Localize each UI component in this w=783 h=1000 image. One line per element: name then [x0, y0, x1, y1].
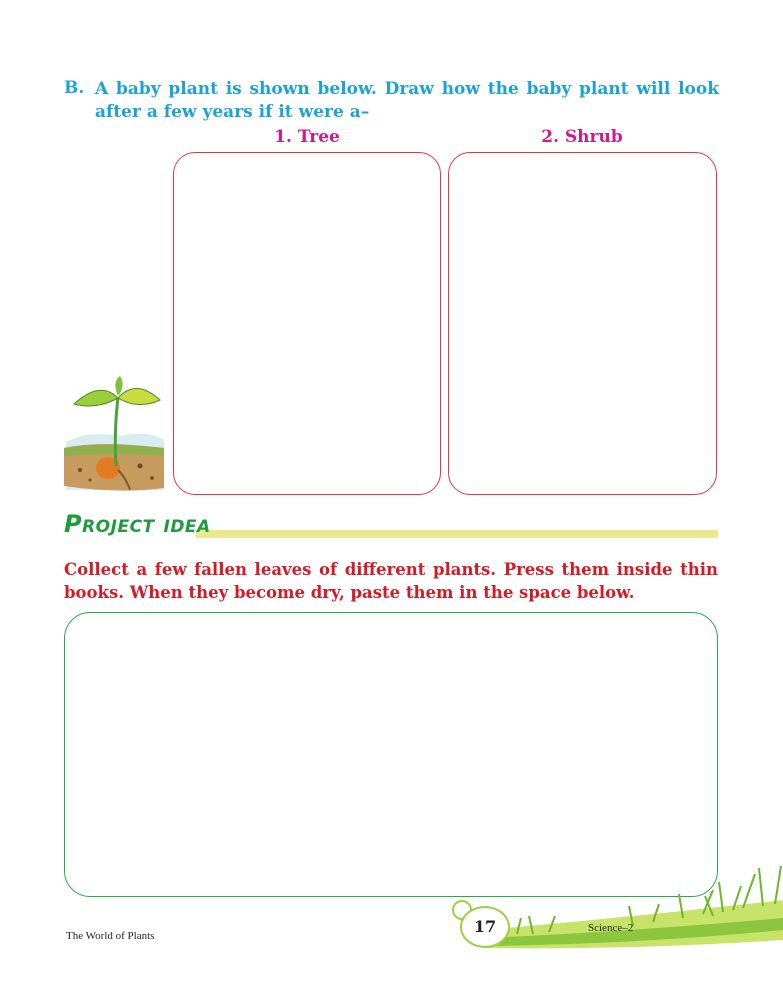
- project-instruction: Collect a few fallen leaves of different plants. Press them inside thin books. When they become dry, paste them in the space below.: [64, 560, 718, 602]
- shrub-drawing-box[interactable]: [448, 152, 717, 495]
- tree-label: 1. Tree: [274, 127, 340, 147]
- shrub-label: 2. Shrub: [541, 127, 623, 147]
- footer-book: Science–2: [588, 922, 634, 934]
- question-letter: B.: [64, 78, 85, 98]
- grass-decoration: [483, 860, 783, 980]
- tree-drawing-box[interactable]: [173, 152, 441, 495]
- page-number: 17: [460, 906, 510, 948]
- leaves-paste-box[interactable]: [64, 612, 718, 897]
- question-text: A baby plant is shown below. Draw how the baby plant will look after a few years if it were a–: [95, 79, 719, 122]
- seedling-illustration: [60, 370, 170, 500]
- footer-chapter: The World of Plants: [66, 930, 155, 942]
- project-title: Project idea: [64, 510, 211, 538]
- project-highlight-band: [196, 530, 718, 538]
